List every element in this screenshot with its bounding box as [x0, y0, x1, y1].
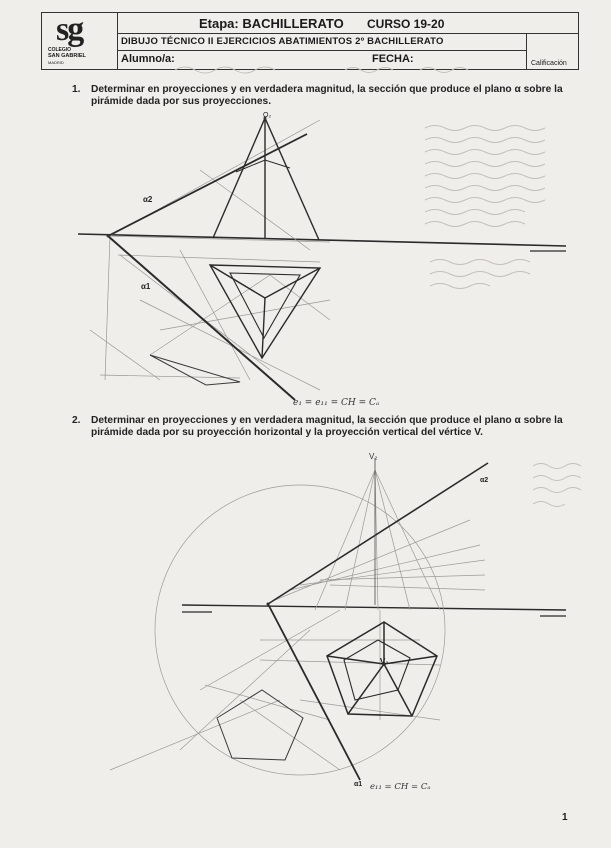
page-number: 1: [562, 812, 568, 823]
label-v2: V₂: [369, 452, 378, 461]
exercise-1-number: 1.: [72, 84, 81, 95]
logo-mark: sg: [56, 11, 83, 48]
trace-alpha2-ex2: [268, 463, 488, 604]
pyramid-horizontal-projection-2: [327, 622, 437, 716]
label-alpha2-ex1: α2: [143, 195, 153, 204]
stage-label: Etapa: BACHILLERATO: [199, 16, 344, 31]
logo-line1: COLEGIO: [48, 47, 72, 53]
equation-ex1: e₁ = e₁₁ = CH = Cₐ: [293, 398, 380, 408]
exercise-2-number: 2.: [72, 415, 81, 426]
label-alpha1-ex1: α1: [141, 282, 151, 291]
logo-line3: MADRID: [48, 60, 64, 65]
subject-label: DIBUJO TÉCNICO II EJERCICIOS ABATIMIENTOS 2º BACHILLERATO: [121, 36, 444, 47]
label-o2: O₂: [263, 112, 272, 119]
grade-label: Calificación: [531, 60, 567, 67]
label-alpha2-ex2: α2: [480, 477, 489, 484]
exercise-1-text: Determinar en proyecciones y en verdadera magnitud, la sección que produce el plano α sobre la pirámide dada por sus proyecciones.: [91, 84, 563, 107]
logo-line2: SAN GABRIEL: [48, 53, 86, 59]
equation-ex2: e₁₁ = CH = Cₐ: [370, 782, 431, 792]
student-label: Alumno/a:: [121, 53, 175, 65]
label-v1: V₁: [380, 657, 389, 666]
ground-line-2: [182, 605, 566, 610]
date-label: FECHA:: [372, 53, 414, 65]
course-label: CURSO 19-20: [367, 17, 445, 31]
trace-alpha1-ex2: [268, 604, 360, 780]
label-alpha1-ex2: α1: [354, 781, 363, 788]
exercise-2-text: Determinar en proyecciones y en verdadera magnitud, la sección que produce el plano α sobre la pirámide dada por su proyección horizontal y la proyección vertical del vértice V.: [91, 415, 563, 438]
